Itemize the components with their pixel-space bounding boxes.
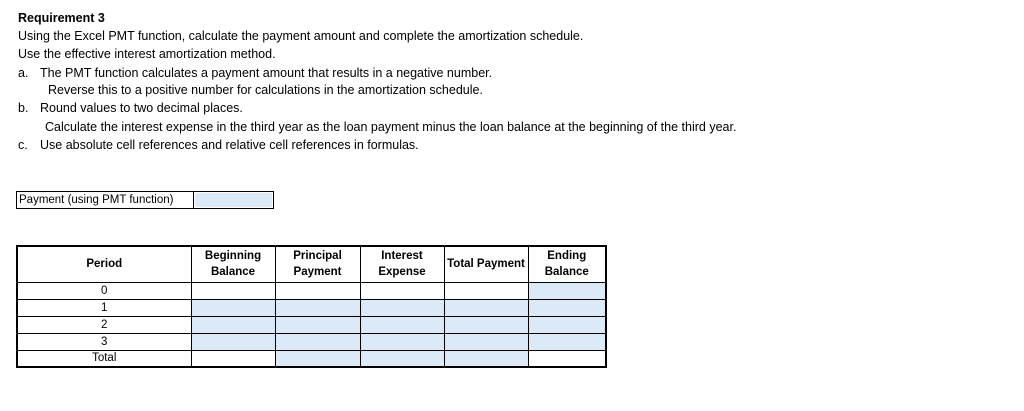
payment-input-cell[interactable] [195, 193, 272, 207]
total-payment-total-cell[interactable] [444, 350, 528, 367]
payment-row [16, 191, 274, 209]
table-row [17, 316, 606, 333]
interest-expense-cell[interactable] [360, 282, 444, 299]
total-payment-cell[interactable] [444, 282, 528, 299]
principal-payment-total-cell[interactable] [275, 350, 360, 367]
table-row [17, 299, 606, 316]
header-period: Period [17, 246, 191, 282]
interest-expense-cell[interactable] [360, 333, 444, 350]
ending-balance-cell[interactable] [528, 333, 606, 350]
intro-line-1: Using the Excel PMT function, calculate the payment amount and complete the amortization schedule. [18, 29, 584, 43]
period-cell: 1 [17, 299, 191, 316]
ending-balance-cell[interactable] [528, 299, 606, 316]
principal-payment-cell[interactable] [275, 282, 360, 299]
ending-balance-total-cell[interactable] [528, 350, 606, 367]
header-beginning-balance: Beginning Balance [191, 246, 275, 282]
interest-expense-total-cell[interactable] [360, 350, 444, 367]
principal-payment-cell[interactable] [275, 316, 360, 333]
amortization-schedule [16, 245, 607, 368]
header-total-payment: Total Payment [444, 246, 528, 282]
period-cell: 2 [17, 316, 191, 333]
header-ending-balance: Ending Balance [528, 246, 606, 282]
beginning-balance-cell[interactable] [191, 299, 275, 316]
item-b-line-2: Calculate the interest expense in the third year as the loan payment minus the loan balance at the beginning of the third year. [45, 120, 737, 134]
payment-label: Payment (using PMT function) [17, 192, 194, 208]
interest-expense-cell[interactable] [360, 316, 444, 333]
item-b [18, 100, 243, 116]
header-interest-expense: Interest Expense [360, 246, 444, 282]
item-a-marker: a. [18, 66, 29, 80]
beginning-balance-cell[interactable] [191, 333, 275, 350]
item-a-line-2: Reverse this to a positive number for calculations in the amortization schedule. [48, 83, 483, 97]
period-cell: 3 [17, 333, 191, 350]
beginning-balance-cell[interactable] [191, 316, 275, 333]
item-a-line-1: The PMT function calculates a payment amount that results in a negative number. [40, 66, 493, 80]
table-row [17, 333, 606, 350]
principal-payment-cell[interactable] [275, 333, 360, 350]
item-c-marker: c. [18, 138, 28, 152]
item-b-marker: b. [18, 101, 29, 115]
period-cell: 0 [17, 282, 191, 299]
table-row-total [17, 350, 606, 367]
total-payment-cell[interactable] [444, 299, 528, 316]
intro-line-2: Use the effective interest amortization method. [18, 47, 276, 61]
total-payment-cell[interactable] [444, 333, 528, 350]
schedule-header-row [17, 246, 606, 282]
requirement-title: Requirement 3 [18, 11, 105, 25]
item-c-line-1: Use absolute cell references and relative cell references in formulas. [40, 138, 419, 152]
ending-balance-cell[interactable] [528, 282, 606, 299]
beginning-balance-total-cell[interactable] [191, 350, 275, 367]
item-b-line-1: Round values to two decimal places. [40, 101, 243, 115]
table-row [17, 282, 606, 299]
item-a [18, 65, 492, 81]
beginning-balance-cell[interactable] [191, 282, 275, 299]
period-cell-total: Total [17, 350, 191, 367]
total-payment-cell[interactable] [444, 316, 528, 333]
interest-expense-cell[interactable] [360, 299, 444, 316]
item-c [18, 137, 419, 153]
ending-balance-cell[interactable] [528, 316, 606, 333]
principal-payment-cell[interactable] [275, 299, 360, 316]
header-principal-payment: Principal Payment [275, 246, 360, 282]
